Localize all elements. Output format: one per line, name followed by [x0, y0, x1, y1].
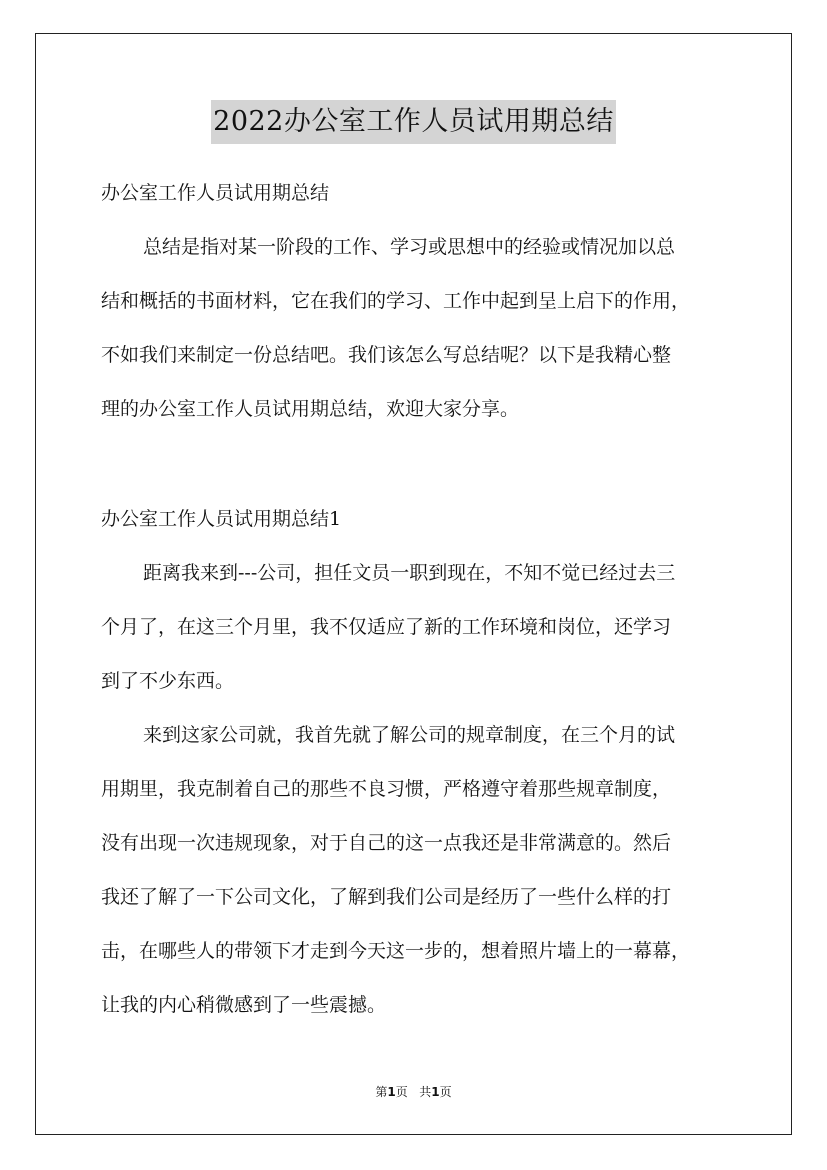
- intro-heading: 办公室工作人员试用期总结: [101, 182, 330, 204]
- intro-line-1: 总结是指对某一阶段的工作、学习或思想中的经验或情况加以总: [143, 236, 676, 258]
- section1-para2-line-2: 用期里，我克制着自己的那些不良习惯，严格遵守着那些规章制度，: [101, 778, 672, 800]
- section1-para1-line-1: 距离我来到---公司，担任文员一职到现在，不知不觉已经过去三: [143, 562, 676, 584]
- section1-heading: 办公室工作人员试用期总结1: [101, 508, 342, 530]
- footer-suffix: 页: [439, 1085, 452, 1099]
- section1-para2-line-3: 没有出现一次违规现象，对于自己的这一点我还是非常满意的。然后: [101, 832, 672, 854]
- footer-current-page: 1: [387, 1085, 396, 1099]
- intro-line-3: 不如我们来制定一份总结吧。我们该怎么写总结呢？以下是我精心整: [101, 344, 672, 366]
- intro-line-2: 结和概括的书面材料，它在我们的学习、工作中起到呈上启下的作用，: [101, 290, 691, 312]
- footer-mid: 页 共: [395, 1085, 432, 1099]
- section1-para2-line-4: 我还了解了一下公司文化，了解到我们公司是经历了一些什么样的打: [101, 886, 672, 908]
- section1-para2-line-5: 击，在哪些人的带领下才走到今天这一步的，想着照片墙上的一幕幕，: [101, 940, 691, 962]
- section1-para2-line-1: 来到这家公司就，我首先就了解公司的规章制度，在三个月的试: [143, 724, 676, 746]
- section1-para1-line-3: 到了不少东西。: [101, 670, 235, 692]
- intro-line-4: 理的办公室工作人员试用期总结，欢迎大家分享。: [101, 398, 520, 420]
- section1-para1-line-2: 个月了，在这三个月里，我不仅适应了新的工作环境和岗位，还学习: [101, 616, 672, 638]
- footer-prefix: 第: [375, 1085, 388, 1099]
- section1-para2-line-6: 让我的内心稍微感到了一些震撼。: [101, 994, 387, 1016]
- document-title: 2022办公室工作人员试用期总结: [211, 100, 616, 144]
- title-container: [0, 100, 827, 144]
- page-footer: [0, 1083, 827, 1100]
- footer-total-pages: 1: [431, 1085, 440, 1099]
